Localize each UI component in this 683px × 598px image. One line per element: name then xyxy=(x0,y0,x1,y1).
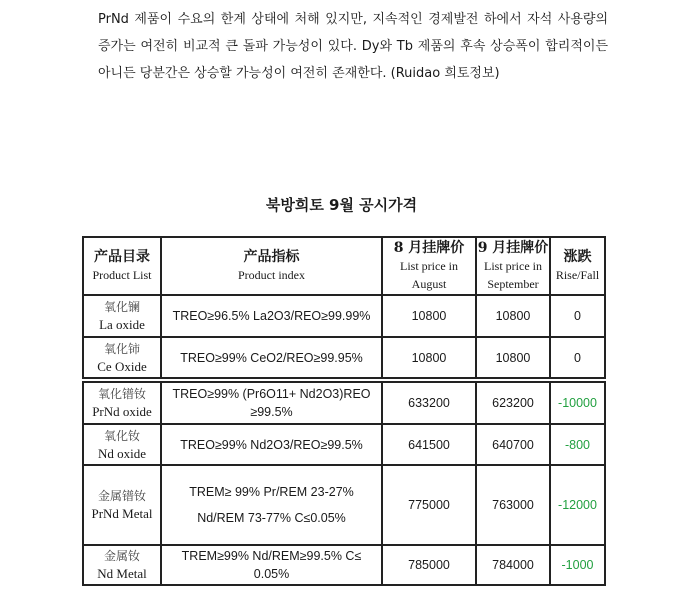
table-row xyxy=(83,337,605,378)
table-row xyxy=(83,424,605,465)
product-name-cell: 氧化镧 La oxide xyxy=(83,295,161,337)
product-index-cell: TREM≥ 99% Pr/REM 23-27% Nd/REM 73-77% C≤0.05% xyxy=(161,465,382,545)
header-index: 产品指标 Product index xyxy=(161,237,382,295)
change-cell: -800 xyxy=(550,424,605,465)
aug-price-cell: 775000 xyxy=(382,465,476,545)
change-cell: 0 xyxy=(550,295,605,337)
product-index-cell: TREM≥99% Nd/REM≥99.5% C≤ 0.05% xyxy=(161,545,382,585)
sep-price-cell: 10800 xyxy=(476,337,550,378)
product-name-cell: 金属钕 Nd Metal xyxy=(83,545,161,585)
product-name-cell: 氧化钕 Nd oxide xyxy=(83,424,161,465)
table-row xyxy=(83,545,605,585)
header-aug-price: 8 月挂牌价 List price in August xyxy=(382,237,476,295)
header-change: 涨跌 Rise/Fall xyxy=(550,237,605,295)
aug-price-cell: 633200 xyxy=(382,382,476,424)
price-table xyxy=(82,236,606,586)
product-name-cell: 金属镨钕 PrNd Metal xyxy=(83,465,161,545)
table-row xyxy=(83,465,605,545)
product-index-cell: TREO≥96.5% La2O3/REO≥99.99% xyxy=(161,295,382,337)
product-index-cell: TREO≥99% (Pr6O11+ Nd2O3)REO ≥99.5% xyxy=(161,382,382,424)
change-cell: -1000 xyxy=(550,545,605,585)
sep-price-cell: 640700 xyxy=(476,424,550,465)
table-row xyxy=(83,382,605,424)
table-row xyxy=(83,295,605,337)
header-product: 产品目录 Product List xyxy=(83,237,161,295)
sep-price-cell: 623200 xyxy=(476,382,550,424)
product-index-cell: TREO≥99% Nd2O3/REO≥99.5% xyxy=(161,424,382,465)
aug-price-cell: 641500 xyxy=(382,424,476,465)
sep-price-cell: 10800 xyxy=(476,295,550,337)
product-index-cell: TREO≥99% CeO2/REO≥99.95% xyxy=(161,337,382,378)
product-name-cell: 氧化铈 Ce Oxide xyxy=(83,337,161,378)
change-cell: -10000 xyxy=(550,382,605,424)
product-name-cell: 氧化镨钕 PrNd oxide xyxy=(83,382,161,424)
sep-price-cell: 784000 xyxy=(476,545,550,585)
table-title: 북방희토 9월 공시가격 xyxy=(265,196,418,214)
intro-paragraph: PrNd 제품이 수요의 한계 상태에 처해 있지만, 지속적인 경제발전 하에서 자석 사용량의 증가는 여전히 비교적 큰 돌파 가능성이 있다. Dy와 Tb 제품의 후속 상승폭이 합리적이든 아니든 당분간은 상승할 가능성이 여전히 존재한다. (Ruidao 희토정보) xyxy=(98,12,608,81)
change-cell: 0 xyxy=(550,337,605,378)
aug-price-cell: 10800 xyxy=(382,295,476,337)
sep-price-cell: 763000 xyxy=(476,465,550,545)
header-sep-price: 9 月挂牌价 List price in September xyxy=(476,237,550,295)
aug-price-cell: 785000 xyxy=(382,545,476,585)
change-cell: -12000 xyxy=(550,465,605,545)
header-row xyxy=(83,237,605,295)
aug-price-cell: 10800 xyxy=(382,337,476,378)
